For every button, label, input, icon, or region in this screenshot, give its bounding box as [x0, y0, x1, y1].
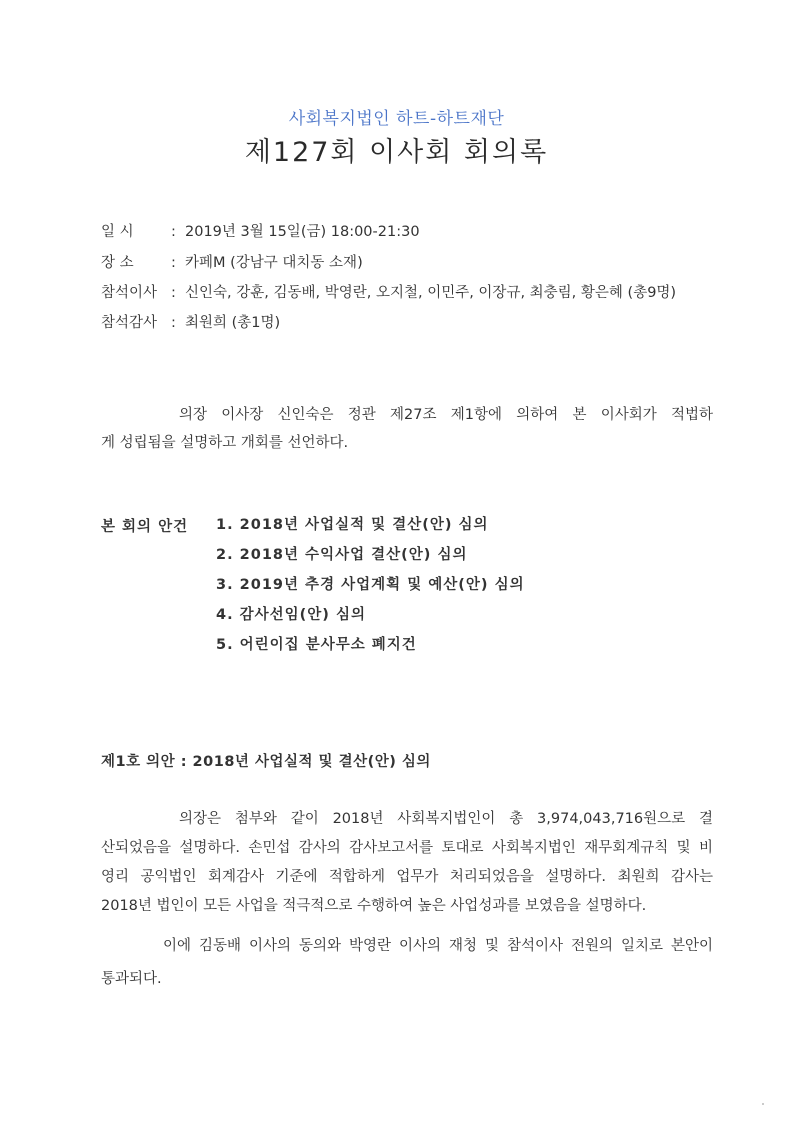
meta-value: 신인숙, 강훈, 김동배, 박영란, 오지철, 이민주, 이장규, 최충림, 황은혜 (총9명)	[185, 285, 677, 301]
resolution-1-heading: 제1호 의안 : 2018년 사업실적 및 결산(안) 심의	[101, 754, 431, 770]
opening-line-2: 게 성립됨을 설명하고 개회를 선언하다.	[101, 435, 349, 451]
meta-label: 참석감사	[101, 315, 158, 331]
meta-separator: :	[171, 255, 176, 271]
resolution-line: 의장은 첨부와 같이 2018년 사회복지법인이 총 3,974,043,716원으로 결	[179, 811, 713, 827]
opening-line-1: 의장 이사장 신인숙은 정관 제27조 제1항에 의하여 본 이사회가 적법하	[179, 407, 713, 423]
resolution-line: 이에 김동배 이사의 동의와 박영란 이사의 재청 및 참석이사 전원의 일치로 본안이	[163, 938, 713, 954]
meta-label: 참석이사	[101, 285, 158, 301]
meta-row-auditors	[101, 313, 741, 333]
meta-row-datetime	[101, 222, 741, 242]
meta-value: 카페M (강남구 대치동 소재)	[185, 255, 363, 271]
meta-value: 최원희 (총1명)	[185, 315, 281, 331]
resolution-line: 2018년 법인이 모든 사업을 적극적으로 수행하여 높은 사업성과를 보였음을 설명하다.	[101, 898, 647, 914]
meta-value: 2019년 3월 15일(금) 18:00-21:30	[185, 224, 420, 240]
meta-row-place	[101, 253, 741, 273]
meta-separator: :	[171, 285, 176, 301]
resolution-1-body	[101, 805, 713, 921]
opening-paragraph	[101, 401, 713, 457]
resolution-line: 영리 공익법인 회계감사 기준에 적합하게 업무가 처리되었음을 설명하다. 최원희 감사는	[101, 869, 713, 885]
agenda-item: 4. 감사선임(안) 심의	[216, 607, 366, 623]
scan-speck	[762, 1103, 764, 1105]
organization-name: 사회복지법인 하트-하트재단	[288, 109, 505, 129]
meta-label: 일 시	[101, 224, 134, 240]
agenda-item: 1. 2018년 사업실적 및 결산(안) 심의	[216, 517, 489, 533]
agenda-item: 5. 어린이집 분사무소 폐지건	[216, 637, 417, 653]
agenda-item: 2. 2018년 수익사업 결산(안) 심의	[216, 547, 468, 563]
agenda-heading: 본 회의 안건	[101, 519, 189, 535]
agenda-item: 3. 2019년 추경 사업계획 및 예산(안) 심의	[216, 577, 525, 593]
resolution-1-conclusion	[101, 930, 713, 996]
meta-row-directors	[101, 283, 741, 303]
agenda-list	[216, 515, 525, 665]
resolution-line: 통과되다.	[101, 971, 162, 987]
meta-separator: :	[171, 315, 176, 331]
resolution-line: 산되었음을 설명하다. 손민섭 감사의 감사보고서를 토대로 사회복지법인 재무회계규칙 및 비	[101, 840, 713, 856]
meta-label: 장 소	[101, 255, 134, 271]
document-title: 제127회 이사회 회의록	[244, 137, 549, 168]
meta-separator: :	[171, 224, 176, 240]
